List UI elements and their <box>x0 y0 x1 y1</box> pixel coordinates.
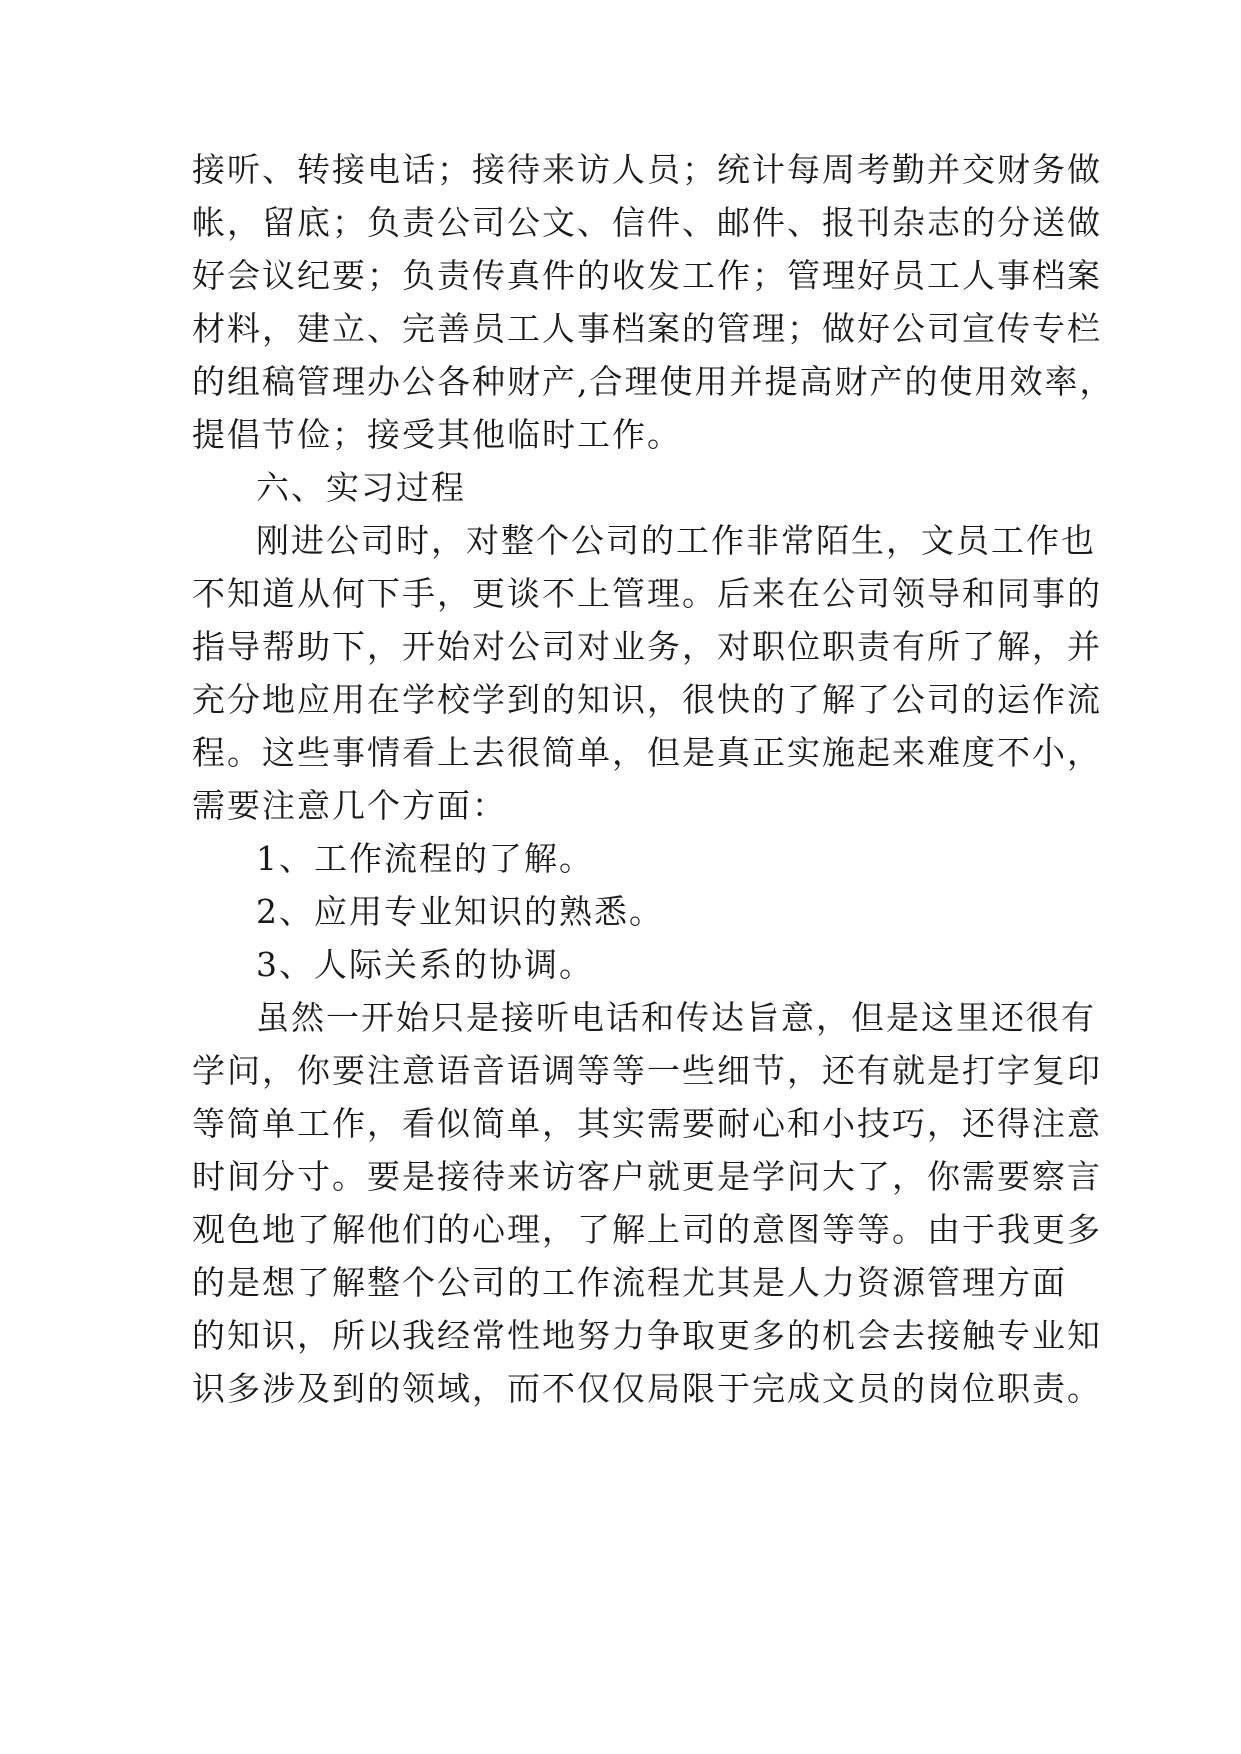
text-line-10: 指导帮助下，开始对公司对业务，对职位职责有所了解，并 <box>192 627 1102 666</box>
text-line-5: 的组稿管理办公各种财产,合理使用并提高财产的使用效率， <box>192 362 1115 401</box>
text-line-11: 充分地应用在学校学到的知识，很快的了解了公司的运作流 <box>192 680 1102 719</box>
text-line-13: 需要注意几个方面： <box>192 786 507 825</box>
text-line-20: 时间分寸。要是接待来访客户就更是学问大了，你需要察言 <box>192 1157 1102 1196</box>
text-line-8: 刚进公司时，对整个公司的工作非常陌生，文员工作也 <box>256 521 1096 560</box>
list-item-1: 1、工作流程的了解。 <box>256 839 594 878</box>
text-line-2: 帐，留底；负责公司公文、信件、邮件、报刊杂志的分送做 <box>192 203 1102 242</box>
text-line-21: 观色地了解他们的心理，了解上司的意图等等。由于我更多 <box>192 1210 1102 1249</box>
list-item-2: 2、应用专业知识的熟悉。 <box>256 892 664 931</box>
section-heading: 六、实习过程 <box>256 468 466 507</box>
text-line-1: 接听、转接电话；接待来访人员；统计每周考勤并交财务做 <box>192 150 1102 189</box>
text-line-4: 材料，建立、完善员工人事档案的管理；做好公司宣传专栏 <box>192 309 1102 348</box>
text-line-17: 虽然一开始只是接听电话和传达旨意，但是这里还很有 <box>256 998 1096 1037</box>
text-line-6: 提倡节俭；接受其他临时工作。 <box>192 415 682 454</box>
text-line-12: 程。这些事情看上去很简单，但是真正实施起来难度不小， <box>192 733 1102 772</box>
text-line-22: 的是想了解整个公司的工作流程尤其是人力资源管理方面 <box>192 1263 1067 1302</box>
list-item-3: 3、人际关系的协调。 <box>256 945 594 984</box>
text-line-24: 识多涉及到的领域，而不仅仅局限于完成文员的岗位职责。 <box>192 1369 1102 1408</box>
text-line-9: 不知道从何下手，更谈不上管理。后来在公司领导和同事的 <box>192 574 1102 613</box>
text-line-19: 等简单工作，看似简单，其实需要耐心和小技巧，还得注意 <box>192 1104 1102 1143</box>
text-line-23: 的知识，所以我经常性地努力争取更多的机会去接触专业知 <box>192 1316 1102 1355</box>
text-line-3: 好会议纪要；负责传真件的收发工作；管理好员工人事档案 <box>192 256 1102 295</box>
text-line-18: 学问，你要注意语音语调等等一些细节，还有就是打字复印 <box>192 1051 1102 1090</box>
